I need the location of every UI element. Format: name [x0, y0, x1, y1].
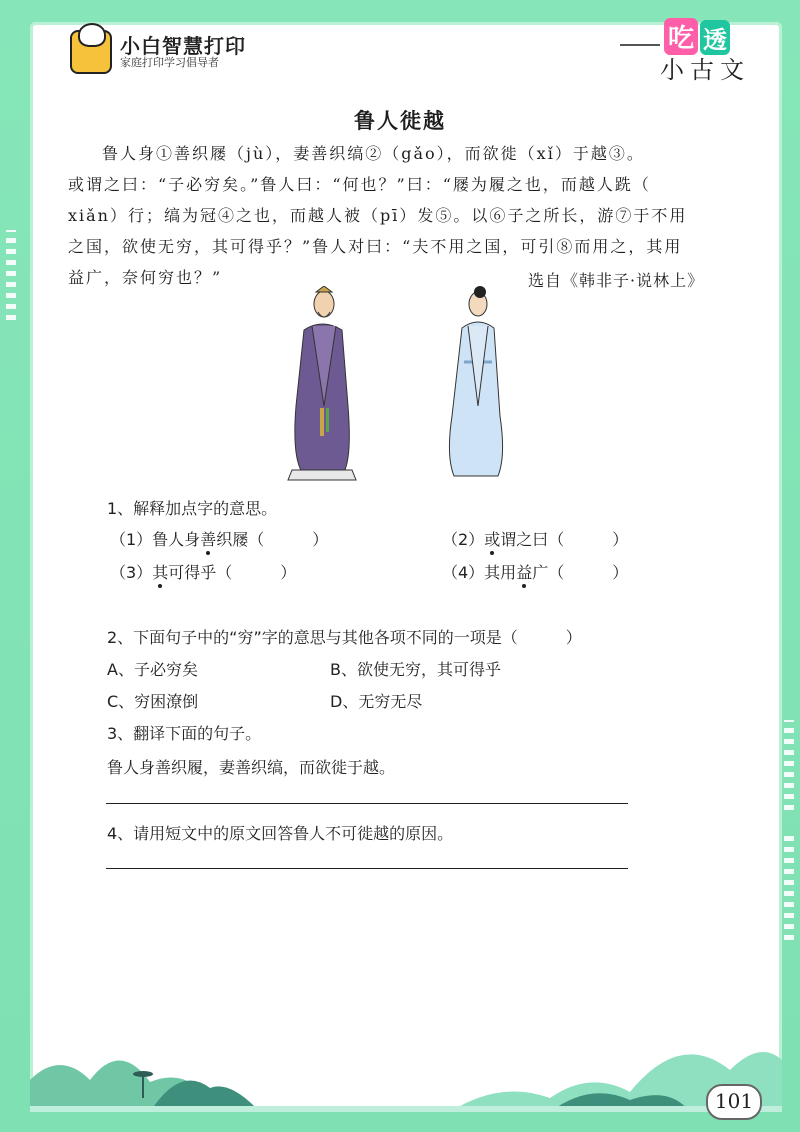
- question-2-option-b: B、欲使无穷，其可得乎: [330, 660, 501, 679]
- brand-char-1: 吃: [664, 18, 698, 55]
- question-1-item-2: [442, 527, 628, 550]
- q1-item-4-dotted-char: 益: [516, 563, 533, 582]
- question-2-option-c: C、穷困潦倒: [107, 692, 199, 711]
- question-1-item-1: [110, 527, 328, 550]
- question-1-title: 1、解释加点字的意思。: [107, 499, 278, 518]
- question-2-option-a: A、子必穷矣: [107, 660, 198, 679]
- q1-item-2-prefix: （2）: [442, 530, 485, 549]
- article-source: 选自《韩非子·说林上》: [528, 271, 705, 290]
- illustration-lu-wife: [440, 286, 514, 482]
- q1-item-4-suffix: 广（ ）: [532, 563, 629, 582]
- series-brand: [620, 18, 760, 84]
- brand-logo: [70, 30, 246, 74]
- q1-item-3-suffix: 可得乎（ ）: [168, 563, 297, 582]
- q1-item-1-dotted-char: 善: [200, 530, 217, 549]
- answer-line-q3[interactable]: [106, 803, 628, 804]
- q1-item-3-dotted-char: 其: [152, 563, 169, 582]
- illustration-lu-man: [282, 286, 362, 482]
- q1-item-1-prefix: （1）鲁人身: [110, 530, 201, 549]
- question-2-option-d: D、无穷无尽: [330, 692, 423, 711]
- left-border-decoration: [6, 230, 16, 320]
- question-3-title: 3、翻译下面的句子。: [107, 724, 262, 743]
- passage-line-3: xiǎn）行；缟为冠④之也，而越人被（pī）发⑤。以⑥子之所长，游⑦于不用: [68, 206, 688, 225]
- page-number: 101: [706, 1084, 762, 1120]
- landscape-decoration: [30, 1010, 782, 1112]
- passage-line-4: 之国，欲使无穷，其可得乎？”鲁人对曰：“夫不用之国，可引⑧而用之，其用: [68, 237, 683, 256]
- article-title: 鲁人徙越: [354, 108, 446, 133]
- question-1-item-4: [442, 560, 628, 583]
- passage-line-1: 鲁人身①善织屦（jù），妻善织缟②（gǎo），而欲徙（xǐ）于越③。: [102, 144, 645, 163]
- question-3-sentence: 鲁人身善织履，妻善织缟，而欲徙于越。: [107, 758, 396, 777]
- answer-line-q4[interactable]: [106, 868, 628, 869]
- q1-item-2-suffix: 谓之曰（ ）: [500, 530, 629, 549]
- right-border-decoration: [784, 720, 794, 810]
- q1-item-1-suffix: 织屦（ ）: [216, 530, 329, 549]
- right-border-decoration-lower: [784, 830, 794, 940]
- passage-line-2: 或谓之曰：“子必穷矣。”鲁人曰：“何也？”曰：“屦为履之也，而越人跣（: [68, 175, 651, 194]
- question-2-title: 2、下面句子中的“穷”字的意思与其他各项不同的一项是（ ）: [107, 628, 582, 647]
- logo-subtitle: 家庭打印学习倡导者: [120, 55, 219, 69]
- question-4-title: 4、请用短文中的原文回答鲁人不可徙越的原因。: [107, 824, 454, 843]
- logo-title: 小白智慧打印: [120, 33, 246, 58]
- q1-item-2-dotted-char: 或: [484, 530, 501, 549]
- brand-char-2: 透: [700, 20, 730, 55]
- logo-mascot-icon: [70, 30, 112, 74]
- brand-subtitle: 小古文: [660, 56, 750, 84]
- q1-item-3-prefix: （3）: [110, 563, 153, 582]
- brand-line: [620, 44, 660, 46]
- question-1-item-3: [110, 560, 296, 583]
- q1-item-4-prefix: （4）其用: [442, 563, 517, 582]
- passage-line-5: 益广，奈何穷也？”: [68, 268, 223, 287]
